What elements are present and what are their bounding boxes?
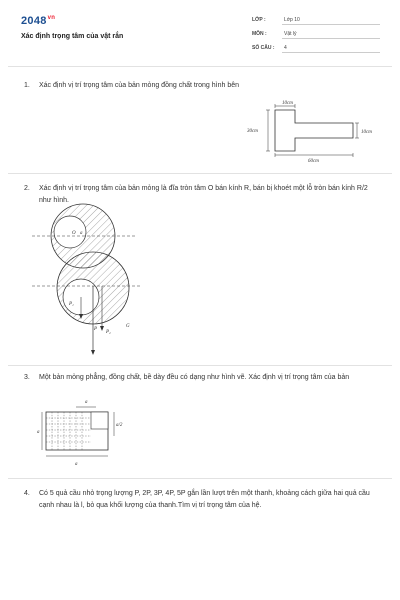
divider: [8, 478, 392, 479]
meta-class-value: Lớp 10: [284, 17, 300, 23]
figure-plate-grid: [36, 396, 126, 472]
meta-underline: [282, 24, 380, 25]
question-number: 3.: [24, 374, 30, 381]
dim-right: a/2: [116, 423, 123, 428]
meta-underline: [282, 38, 380, 39]
dim-top: a: [85, 400, 88, 405]
dim-right-height: 10cm: [361, 130, 372, 135]
divider: [8, 365, 392, 366]
meta-underline: [282, 52, 380, 53]
divider: [8, 66, 392, 67]
dim-bottom-width: 60cm: [308, 159, 319, 164]
question-text: Xác định vị trí trọng tâm của bản mỏng là đĩa tròn tâm O bán kính R, bán bị khoét một lỗ tròn bán kính R/2 như hình.: [39, 185, 368, 204]
label-a: a: [80, 231, 83, 236]
label-o: O: [72, 231, 76, 236]
meta-class: [252, 15, 380, 25]
label-g: G: [126, 324, 130, 329]
meta-count-value: 4: [284, 45, 287, 51]
dim-bottom: a: [75, 462, 78, 467]
figure-t-shape: [240, 96, 385, 168]
label-p2: P₂: [106, 330, 111, 335]
question-text: Xác định vị trí trọng tâm của bản mỏng đồng chất trong hình bên: [39, 82, 240, 89]
meta-subject-value: Vật lý: [284, 31, 297, 37]
meta-subject: [252, 29, 380, 39]
label-p: P: [94, 327, 98, 332]
label-p1: P₁: [69, 302, 74, 307]
meta-count-label: SỐ CÂU :: [252, 45, 275, 51]
question-number: 2.: [24, 185, 30, 192]
question-text: Có 5 quả cầu nhỏ trọng lượng P, 2P, 3P, 4P, 5P gắn lần lượt trên một thanh, khoảng cách giữa hai quả cầu cạnh nhau là l, bỏ qua khối lượng của thanh.Tìm vị trí trọng tâm của hệ.: [39, 490, 370, 509]
logo-text: 2048: [21, 15, 47, 27]
dim-left: a: [37, 430, 40, 435]
dim-top-width: 10cm: [282, 101, 293, 106]
meta-class-label: LỚP :: [252, 17, 266, 23]
divider: [8, 173, 392, 174]
header: [0, 0, 400, 62]
figure-circle-hole: [30, 212, 170, 360]
page-title: Xác định trọng tâm của vật rắn: [21, 33, 124, 40]
meta-subject-label: MÔN :: [252, 31, 267, 37]
site-logo[interactable]: [21, 15, 55, 27]
question-number: 1.: [24, 82, 30, 89]
meta-count: [252, 43, 380, 53]
question-text: Một bản mỏng phẳng, đồng chất, bề dày đều có dạng như hình vẽ. Xác định vị trí trọng tâm của bản: [39, 374, 350, 381]
question-number: 4.: [24, 490, 30, 497]
dim-left-height: 30cm: [247, 129, 258, 134]
logo-suffix: vn: [47, 15, 56, 22]
